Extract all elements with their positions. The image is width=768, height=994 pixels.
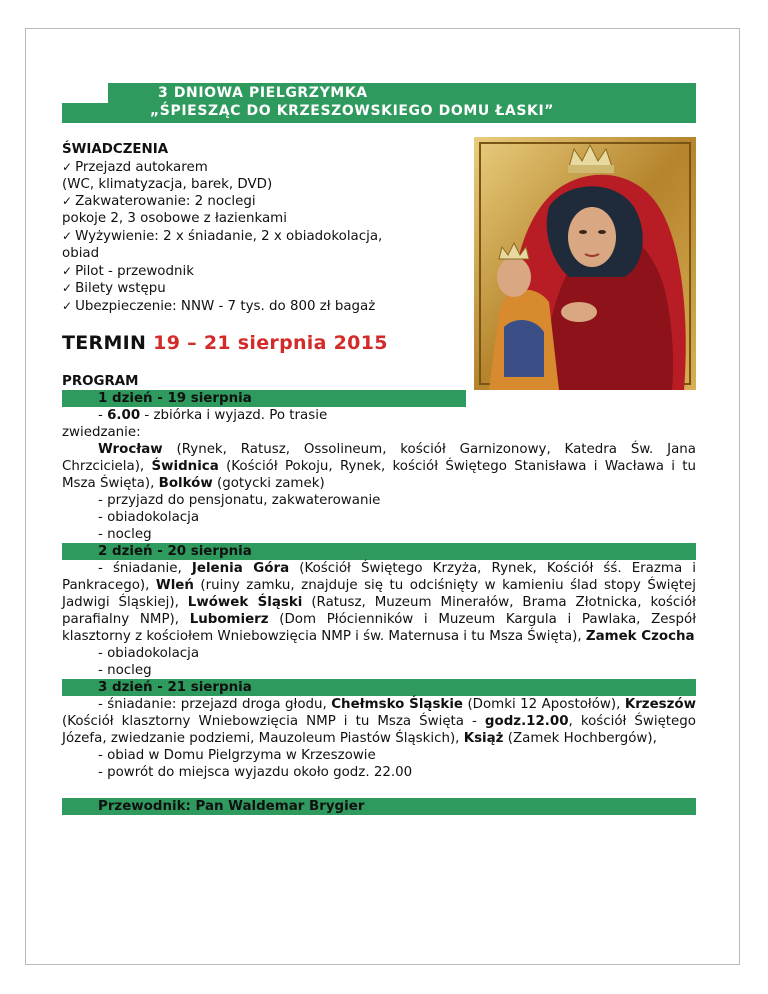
day1-bar: 1 dzień - 19 sierpnia	[62, 390, 466, 407]
benefits-heading: ŚWIADCZENIA	[62, 142, 169, 157]
check-icon: ✓	[62, 263, 73, 278]
day1-line: - nocleg	[98, 527, 152, 542]
check-icon: ✓	[62, 299, 73, 314]
check-icon: ✓	[62, 194, 73, 209]
title-banner	[62, 83, 696, 123]
benefit-item: ✓ Wyżywienie: 2 x śniadanie, 2 x obiadokolacja,	[62, 228, 383, 244]
title-line-2: „ŚPIESZĄC DO KRZESZOWSKIEGO DOMU ŁASKI”	[150, 103, 555, 119]
day1-line: - przyjazd do pensjonatu, zakwaterowanie	[98, 493, 381, 508]
guide-bar: Przewodnik: Pan Waldemar Brygier	[62, 798, 696, 815]
benefit-item: ✓ Ubezpieczenie: NNW - 7 tys. do 800 zł bagaż	[62, 299, 376, 315]
day2-line: - obiadokolacja	[98, 646, 200, 661]
day3-line: - obiad w Domu Pielgrzyma w Krzeszowie	[98, 748, 376, 763]
benefits-section	[62, 142, 472, 316]
day3-bar: 3 dzień - 21 sierpnia	[62, 679, 696, 696]
day2-line: - nocleg	[98, 663, 152, 678]
termin-line	[62, 332, 388, 354]
termin-label: TERMIN	[62, 332, 147, 354]
benefit-sub: obiad	[62, 245, 100, 261]
day2-bar: 2 dzień - 20 sierpnia	[62, 543, 696, 560]
termin-dates: 19 – 21 sierpnia 2015	[153, 332, 388, 354]
benefit-sub: (WC, klimatyzacja, barek, DVD)	[62, 176, 273, 192]
madonna-icon	[474, 137, 696, 390]
benefit-item: ✓ Przejazd autokarem	[62, 159, 208, 175]
day1-intro-2: zwiedzanie:	[62, 425, 141, 440]
title-notch	[62, 83, 108, 103]
day1-line: - obiadokolacja	[98, 510, 200, 525]
benefit-item: ✓ Pilot - przewodnik	[62, 263, 194, 279]
check-icon: ✓	[62, 159, 73, 174]
check-icon: ✓	[62, 281, 73, 296]
benefit-item: ✓ Bilety wstępu	[62, 281, 166, 297]
program-heading: PROGRAM	[62, 374, 139, 389]
madonna-icon-image	[474, 137, 696, 390]
day1-intro: - 6.00 - zbiórka i wyjazd. Po trasie	[98, 408, 328, 423]
day2-places: - śniadanie, Jelenia Góra (Kościół Świętego Krzyża, Rynek, Kościół śś. Erazma i Pankracego), Wleń (ruiny zamku, znajduje się tu odciśnięty w kamieniu ślad stopy Świętej Jadwigi Śląskiej), Lwówek Śląski (Ratusz, Muzeum Minerałów, Brama Złotnicka, kościół parafialny NMP), Lubomierz (Dom Płócienników i Muzeum Kargula i Pawlaka, Zespół klasztorny z kościołem Wniebowzięcia NMP i św. Maternusa i tu Msza Święta), Zamek Czocha	[62, 561, 696, 644]
benefit-item: ✓ Zakwaterowanie: 2 noclegi	[62, 194, 256, 210]
day1-places: Wrocław (Rynek, Ratusz, Ossolineum, kościół Garnizonowy, Katedra Św. Jana Chrzciciela), Świdnica (Kościół Pokoju, Rynek, kościół Świętego Stanisława i Wacława i tu Msza Święta), Bolków (gotycki zamek)	[62, 442, 696, 491]
check-icon: ✓	[62, 228, 73, 243]
title-line-1: 3 DNIOWA PIELGRZYMKA	[158, 85, 368, 101]
day3-places: - śniadanie: przejazd droga głodu, Chełmsko Śląskie (Domki 12 Apostołów), Krzeszów (Kościół klasztorny Wniebowzięcia NMP i tu Msza Święta - godz.12.00, kościół Świętego Józefa, zwiedzanie podziemi, Mauzoleum Piastów Śląskich), Książ (Zamek Hochbergów),	[62, 697, 697, 746]
benefit-sub: pokoje 2, 3 osobowe z łazienkami	[62, 211, 287, 227]
day3-line: - powrót do miejsca wyjazdu około godz. 22.00	[98, 765, 413, 780]
program-section	[62, 373, 696, 815]
